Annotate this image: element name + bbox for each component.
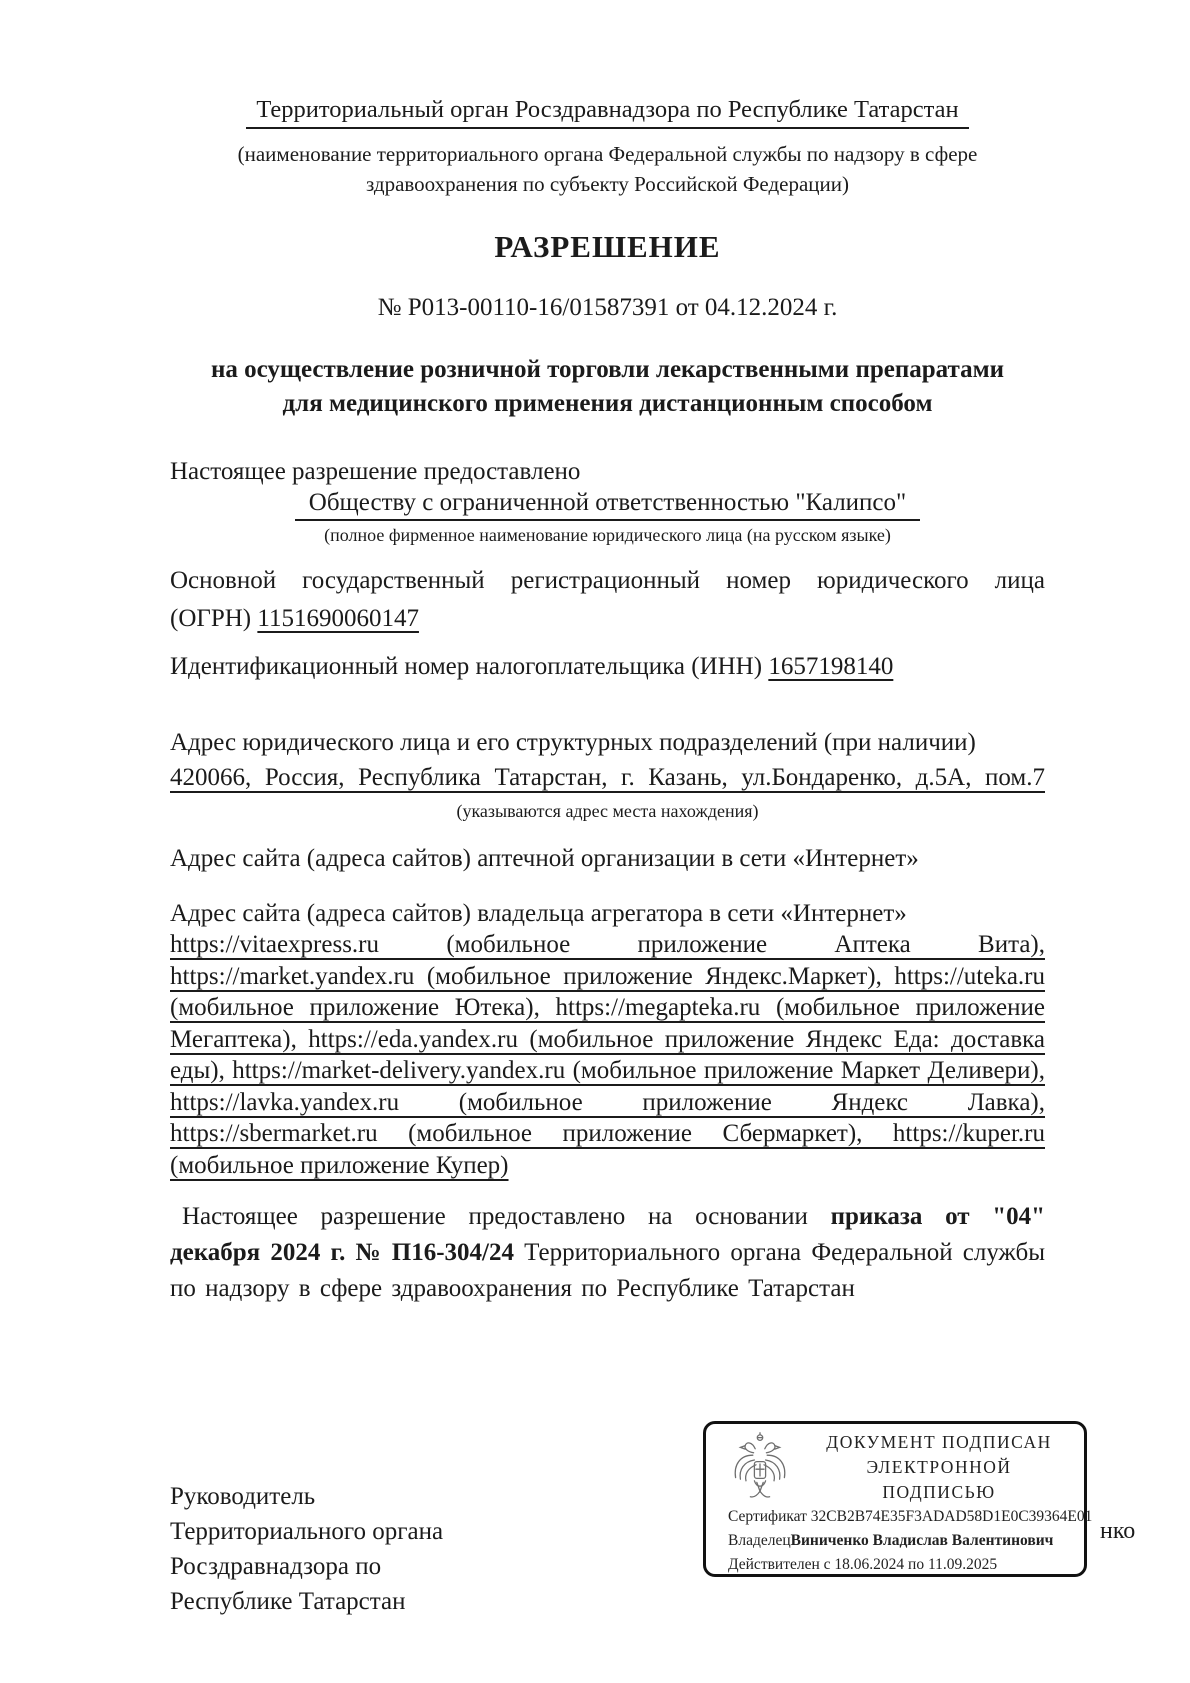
stamp-owner-line [728,1529,1070,1553]
aggregator-site-label: Адрес сайта (адреса сайтов) владельца агрегатора в сети «Интернет» [170,900,907,927]
basis-text-pre: Настоящее разрешение предоставлено на основании [182,1203,831,1230]
certificate-label: Сертификат [728,1508,807,1525]
owner-name: Виниченко Владислав Валентинович [790,1532,1054,1549]
signatory-title-line: Росздравнадзора по [170,1553,382,1580]
granted-intro: Настоящее разрешение предоставлено [170,458,581,485]
certificate-value: 32CB2B74E35F3ADAD58D1E0C39364E01 [810,1508,1093,1525]
stamp-validity-line: Действителен с 18.06.2024 по 11.09.2025 [728,1556,998,1573]
issuing-authority: Территориальный орган Росздравнадзора по Республике Татарстан [246,96,968,129]
inn-line [170,652,1045,682]
stamp-title-line1: ДОКУМЕНТ ПОДПИСАН [826,1432,1052,1452]
document-subject: на осуществление розничной торговли лекарственными препаратами для медицинского применения дистанционным способом [210,356,1005,417]
signatory-name-fragment: нко [1100,1518,1136,1544]
pharmacy-site-label: Адрес сайта (адреса сайтов) аптечной организации в сети «Интернет» [170,845,919,872]
signatory-title-line: Территориального органа [170,1518,444,1545]
stamp-title-line2: ЭЛЕКТРОННОЙ ПОДПИСЬЮ [866,1457,1012,1502]
company-name-line [170,487,1045,521]
aggregator-site-list: https://vitaexpress.ru (мобильное приложение Аптека Вита), https://market.yandex.ru (мобильное приложение Яндекс.Маркет), https://uteka.ru (мобильное приложение Ютека), https://megapteka.ru (мобильное приложение Мегаптека), https://eda.yandex.ru (мобильное приложение Яндекс Еда: доставка еды), https://market-delivery.yandex.ru (мобильное приложение Маркет Деливери), https://lavka.yandex.ru (мобильное приложение Яндекс Лавка), https://sbermarket.ru (мобильное приложение Сбермаркет), https://kuper.ru (мобильное приложение Купер) [170,931,1045,1179]
basis-order-reference: приказа от "04" декабря 2024 г. № П16-304/24 [170,1203,1045,1266]
double-headed-eagle-icon [728,1431,792,1505]
stamp-title [808,1430,1070,1505]
address-value: 420066, Россия, Республика Татарстан, г. Казань, ул.Бондаренко, д.5А, пом.7 [170,764,1045,791]
ogrn-block [170,562,1045,638]
company-note: (полное фирменное наименование юридического лица (на русском языке) [324,525,891,545]
issuing-authority-line [170,96,1045,129]
basis-paragraph [170,1199,1045,1307]
stamp-header [728,1430,1070,1505]
address-label: Адрес юридического лица и его структурных подразделений (при наличии) [170,729,976,756]
address-note: (указываются адрес места нахождения) [456,801,759,821]
company-name: Обществу с ограниченной ответственностью "Калипсо" [295,487,920,521]
document-title: РАЗРЕШЕНИЕ [494,229,721,264]
issuing-authority-note: (наименование территориального органа Федеральной службы по надзору в сфере здравоохранения по субъекту Российской Федерации) [237,142,978,196]
inn-label: Идентификационный номер налогоплательщика (ИНН) [170,653,763,680]
ogrn-prefix: (ОГРН) [170,605,252,632]
signatory-title-line: Руководитель [170,1483,316,1510]
stamp-certificate-line [728,1505,1093,1529]
inn-value: 1657198140 [768,653,894,680]
electronic-signature-stamp [703,1421,1093,1577]
ogrn-value: 1151690060147 [257,605,419,632]
document-number: № Р013-00110-16/01587391 от 04.12.2024 г. [377,294,838,321]
address-block [170,726,1045,822]
ogrn-label: Основной государственный регистрационный номер юридического лица [170,567,1045,594]
basis-text-post: Территориального органа Федеральной службы по надзору в сфере здравоохранения по Республике Татарстан [170,1239,1045,1302]
signatory-title-line: Республике Татарстан [170,1588,406,1615]
ogrn-value-line [170,600,1045,638]
owner-label: Владелец [728,1532,791,1549]
